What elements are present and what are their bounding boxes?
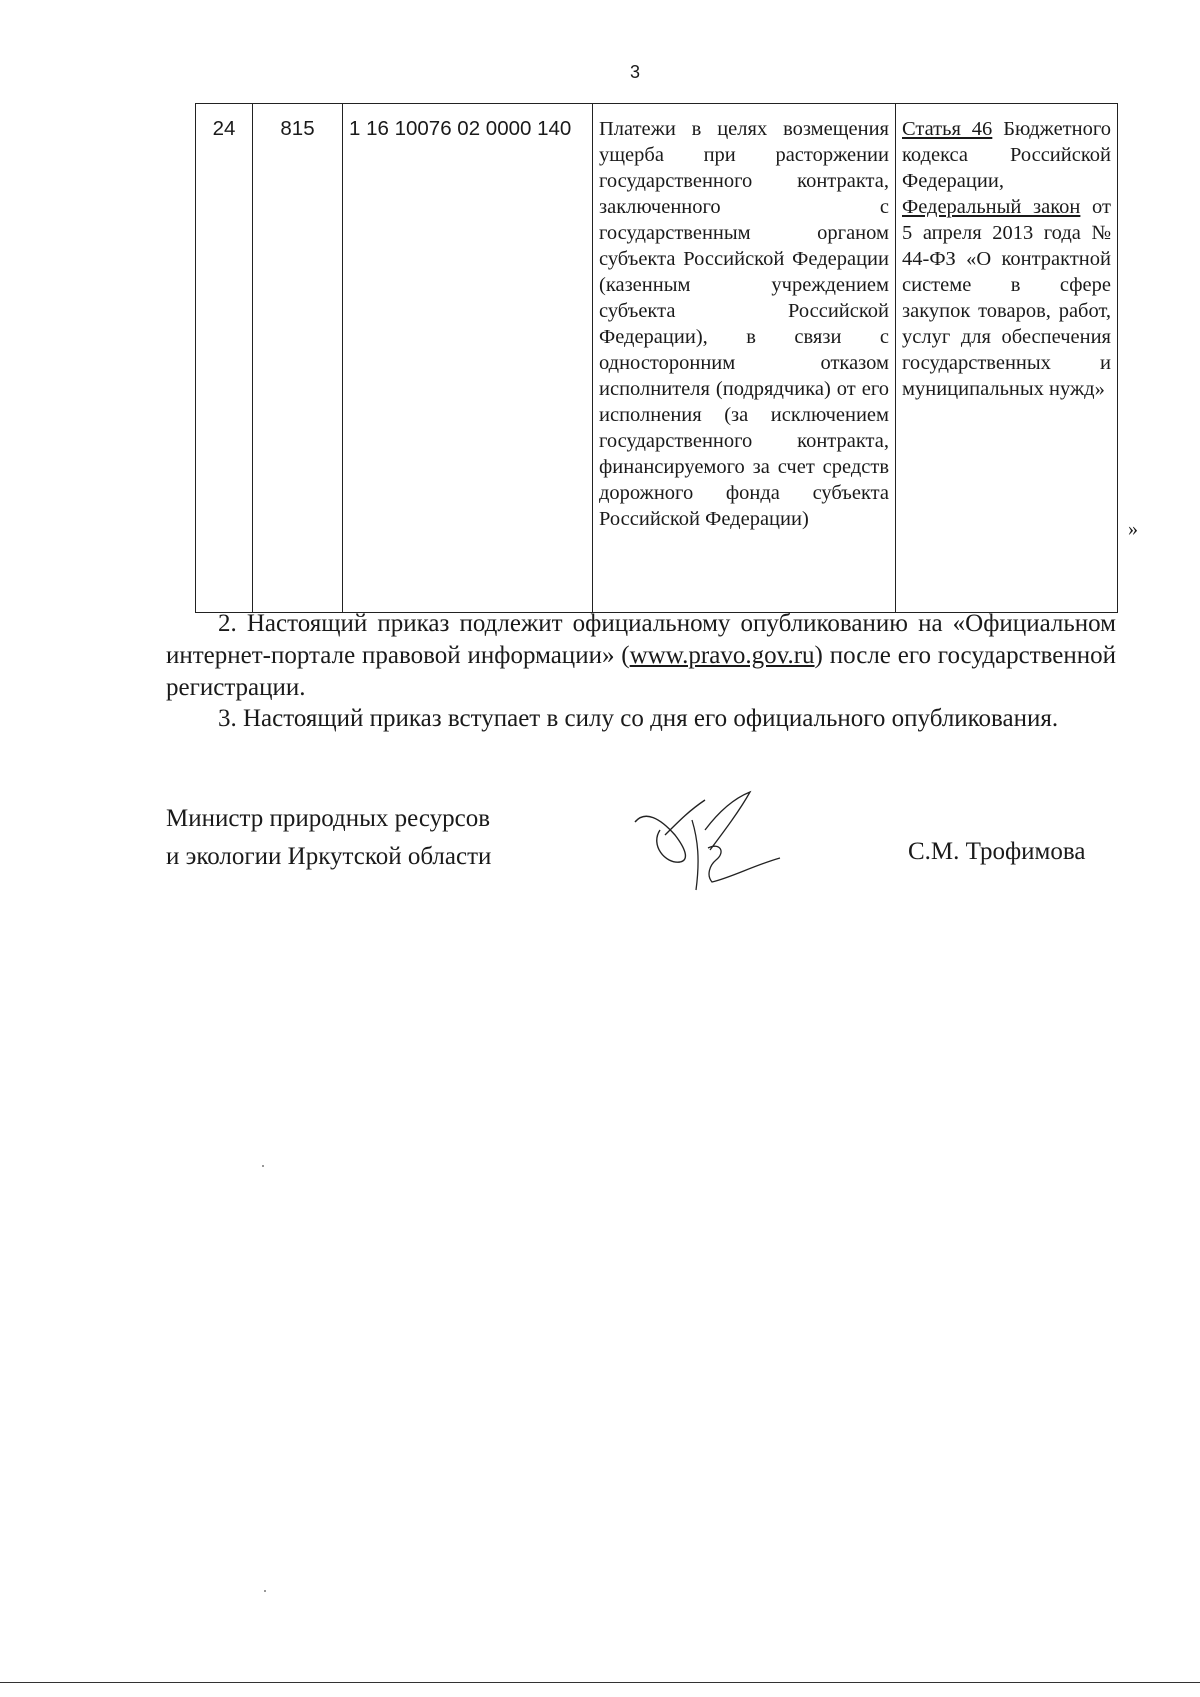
paragraph-effective-date-text: 3. Настоящий приказ вступает в силу со дня его официального опубликования. [218,705,1059,732]
paragraph-effective-date [166,703,1116,735]
legal-basis-text: Бюджетного кодекса Российской Федерации, [902,118,1111,192]
signatory-position-line1: Министр природных ресурсов [166,805,491,832]
revenue-name-cell: Платежи в целях возмещения ущерба при расторжении государственного контракта, заключенного с государственным органом субъекта Российской Федерации (казенным учреждением субъекта Российской Федерации), в связи с односторонним отказом исполнителя (подрядчика) от его исполнения (за исключением государственного контракта, финансируемого за счет средств дорожного фонда субъекта Российской Федерации) [593,104,896,613]
table-row [196,104,1118,613]
admin-code-cell: 815 [253,104,343,613]
pravo-url-link[interactable]: www.pravo.gov.ru [629,642,815,669]
statute-link-budget-code[interactable]: Статья 46 [902,118,993,140]
row-number-cell: 24 [196,104,253,613]
paragraph-publication-suffix: ) после его государственной регистрации. [166,642,1116,701]
scan-bottom-edge [0,1682,1200,1683]
handwritten-signature [630,790,790,900]
signatory-position-line2: и экологии Иркутской области [166,843,492,870]
scan-speck [262,1165,264,1167]
budget-code-cell: 1 16 10076 02 0000 140 [343,104,593,613]
legal-basis-cell [896,104,1118,613]
closing-quote: » [1128,518,1138,540]
signatory-name: С.М. Трофимова [908,838,1086,865]
signatory-position [166,800,491,876]
paragraph-publication-prefix: 2. Настоящий приказ подлежит официальному опубликованию на «Официальном интернет-портале правовой информации» ( [166,610,1116,669]
paragraph-publication [166,608,1116,704]
legal-basis-text-2: от 5 апреля 2013 года № 44-ФЗ «О контрактной системе в сфере закупок товаров, работ, услуг для обеспечения государственных и муниципальных нужд» [902,196,1111,400]
scan-speck [264,1590,266,1592]
budget-classification-table [195,103,1118,613]
statute-link-federal-law[interactable]: Федеральный закон [902,196,1081,218]
page-number: 3 [629,62,640,82]
